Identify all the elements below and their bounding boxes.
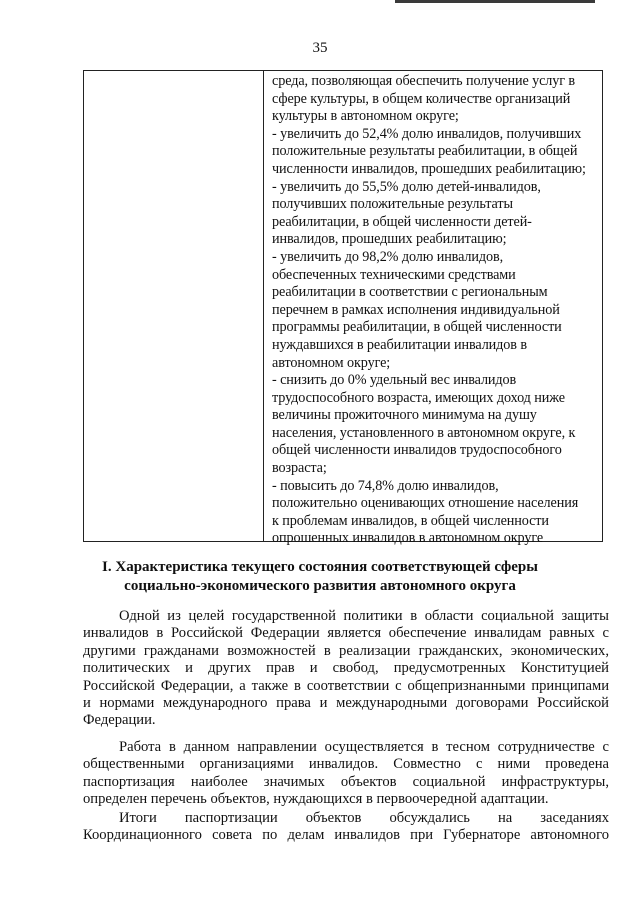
goal-text-line: возраста; <box>272 460 327 477</box>
goal-text-line: опрошенных инвалидов в автономном округе <box>272 530 544 547</box>
section-heading-line: социально-экономического развития автономного округа <box>124 578 516 594</box>
goals-table-right-cell <box>272 73 600 548</box>
goal-text-line: - увеличить до 52,4% долю инвалидов, получивших <box>272 125 582 142</box>
paragraph-line: и нормами международного права и международными договорами Российской <box>83 694 609 711</box>
paragraph-line: определен перечень объектов, нуждающихся в первоочередной адаптации. <box>83 791 549 808</box>
paragraph-line: Одной из целей государственной политики в области социальной защиты <box>119 608 609 624</box>
goals-table <box>83 70 603 547</box>
goal-text-line: численности инвалидов, прошедших реабилитацию; <box>272 160 586 177</box>
goals-table-left-cell <box>84 71 264 541</box>
paragraph-line: Федерации. <box>83 712 156 729</box>
goal-text-line: программы реабилитации, в общей численности <box>272 319 562 336</box>
goal-text-line: обеспеченных техническими средствами <box>272 266 516 283</box>
paragraph-line: Итоги паспортизации объектов обсуждались на заседаниях <box>119 810 609 826</box>
goal-text-line: нуждавшихся в реабилитации инвалидов в <box>272 336 527 353</box>
goal-text-line: - увеличить до 98,2% долю инвалидов, <box>272 248 504 265</box>
section-heading <box>0 558 640 596</box>
paragraph-2 <box>83 739 609 809</box>
page-number: 35 <box>312 40 328 56</box>
paragraph-line: общественными организациями инвалидов. Совместно с ними проведена <box>83 756 609 773</box>
paragraph-line: другими гражданами возможностей в реализации гражданских, экономических, <box>83 642 609 659</box>
goal-text-line: к проблемам инвалидов, в общей численности <box>272 512 549 529</box>
paragraph-line: инвалидов в Российской Федерации является обеспечение инвалидам равных с <box>83 625 609 642</box>
goal-text-line: общей численности инвалидов трудоспособного <box>272 442 562 459</box>
paragraph-3 <box>83 810 609 845</box>
goal-text-line: положительные результаты реабилитации, в общей <box>272 143 578 160</box>
section-heading-line: I. Характеристика текущего состояния соответствующей сферы <box>102 559 538 575</box>
goal-text-line: сфере культуры, в общем количестве организаций <box>272 90 571 107</box>
goal-text-line: трудоспособного возраста, имеющих доход ниже <box>272 389 565 406</box>
goal-text-line: величины прожиточного минимума на душу <box>272 407 537 424</box>
goal-text-line: - увеличить до 55,5% долю детей-инвалидов, <box>272 178 541 195</box>
paragraph-line: Работа в данном направлении осуществляется в тесном сотрудничестве с <box>119 739 609 755</box>
goal-text-line: - снизить до 0% удельный вес инвалидов <box>272 372 517 389</box>
paragraph-line: Координационного совета по делам инвалидов при Губернаторе автономного <box>83 827 609 844</box>
goal-text-line: - повысить до 74,8% долю инвалидов, <box>272 477 499 494</box>
goal-text-line: реабилитации, в общей численности детей- <box>272 213 532 230</box>
goal-text-line: реабилитации в соответствии с региональным <box>272 284 548 301</box>
goal-text-line: культуры в автономном округе; <box>272 108 459 125</box>
goal-text-line: перечнем в рамках исполнения индивидуальной <box>272 301 560 318</box>
goal-text-line: среда, позволяющая обеспечить получение услуг в <box>272 73 576 89</box>
paragraph-line: Российской Федерации, а также в соответствии с общепризнанными принципами <box>83 677 609 694</box>
paragraph-line: паспортизация наиболее значимых объектов социальной инфраструктуры, <box>83 773 609 790</box>
scan-edge-mark <box>395 0 595 3</box>
goal-text-line: получивших положительные результаты <box>272 196 513 213</box>
goal-text-line: населения, установленного в автономном округе, к <box>272 424 576 441</box>
goal-text-line: автономном округе; <box>272 354 391 371</box>
paragraph-1 <box>83 608 609 730</box>
goal-text-line: инвалидов, прошедших реабилитацию; <box>272 231 507 248</box>
paragraph-line: политических и других прав и свобод, предусмотренных Конституцией <box>83 660 609 677</box>
goal-text-line: положительно оценивающих отношение населения <box>272 495 579 512</box>
